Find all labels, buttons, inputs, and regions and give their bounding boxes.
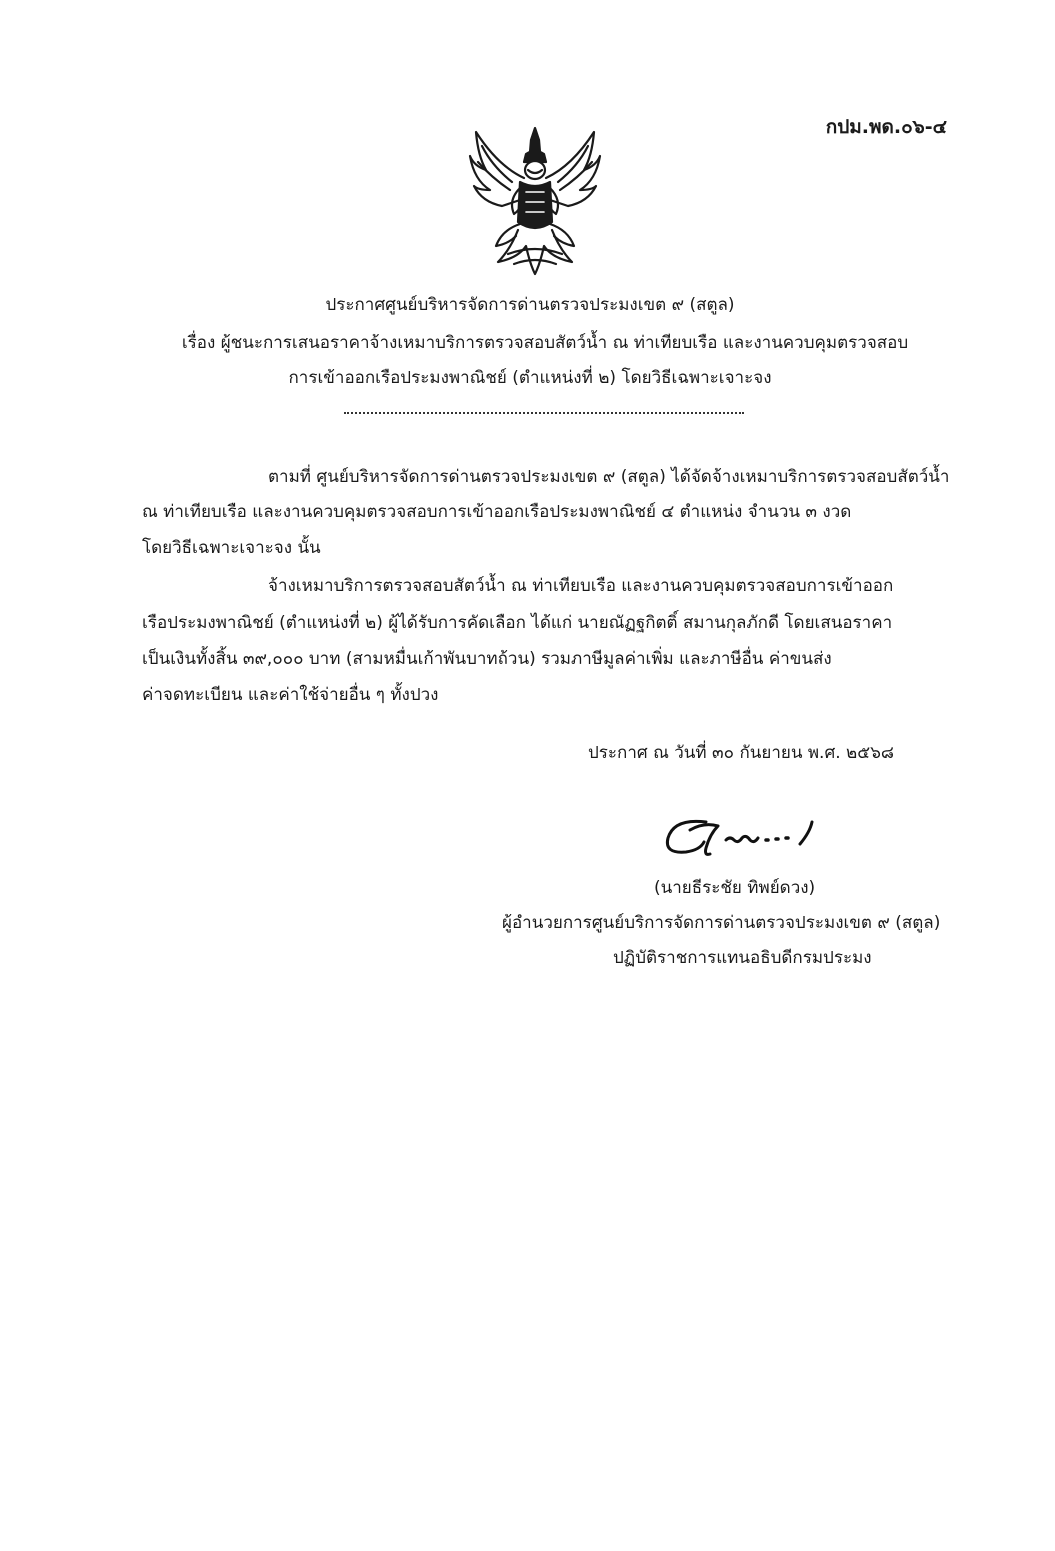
signer-name: (นายธีระชัย ทิพย์ดวง) [654, 878, 816, 898]
dotted-divider [344, 412, 744, 414]
subject-line: เรื่อง ผู้ชนะการเสนอราคาจ้างเหมาบริการตรวจสอบสัตว์น้ำ ณ ท่าเทียบเรือ และงานควบคุมตรวจสอบ [181, 333, 909, 353]
signature-icon [660, 808, 830, 868]
paragraph-2-line: เรือประมงพาณิชย์ (ตำแหน่งที่ ๒) ผู้ได้รับการคัดเลือก ได้แก่ นายณัฏฐกิตติ์ สมานกุลภักดี โดยเสนอราคา [142, 613, 893, 633]
form-code: กปม.พด.๐๖-๔ [825, 116, 947, 138]
paragraph-1-line: ตามที่ ศูนย์บริหารจัดการด่านตรวจประมงเขต ๙ (สตูล) ได้จัดจ้างเหมาบริการตรวจสอบสัตว์น้ำ [268, 467, 950, 487]
garuda-emblem-icon [468, 126, 603, 276]
signer-acting-for: ปฏิบัติราชการแทนอธิบดีกรมประมง [613, 948, 872, 968]
announcement-date: ประกาศ ณ วันที่ ๓๐ กันยายน พ.ศ. ๒๕๖๘ [588, 743, 895, 763]
paragraph-2-line: จ้างเหมาบริการตรวจสอบสัตว์น้ำ ณ ท่าเทียบเรือ และงานควบคุมตรวจสอบการเข้าออก [268, 576, 894, 596]
paragraph-2-line: เป็นเงินทั้งสิ้น ๓๙,๐๐๐ บาท (สามหมื่นเก้าพันบาทถ้วน) รวมภาษีมูลค่าเพิ่ม และภาษีอื่น ค่าขนส่ง [142, 649, 832, 669]
signer-title: ผู้อำนวยการศูนย์บริการจัดการด่านตรวจประมงเขต ๙ (สตูล) [502, 913, 941, 933]
paragraph-1-line: ณ ท่าเทียบเรือ และงานควบคุมตรวจสอบการเข้าออกเรือประมงพาณิชย์ ๔ ตำแหน่ง จำนวน ๓ งวด [142, 502, 852, 522]
paragraph-1-line: โดยวิธีเฉพาะเจาะจง นั้น [142, 538, 321, 558]
paragraph-2-line: ค่าจดทะเบียน และค่าใช้จ่ายอื่น ๆ ทั้งปวง [142, 685, 439, 705]
announcement-heading: ประกาศศูนย์บริหารจัดการด่านตรวจประมงเขต ๙ (สตูล) [325, 295, 735, 315]
subject-line-continued: การเข้าออกเรือประมงพาณิชย์ (ตำแหน่งที่ ๒) โดยวิธีเฉพาะเจาะจง [288, 368, 772, 388]
